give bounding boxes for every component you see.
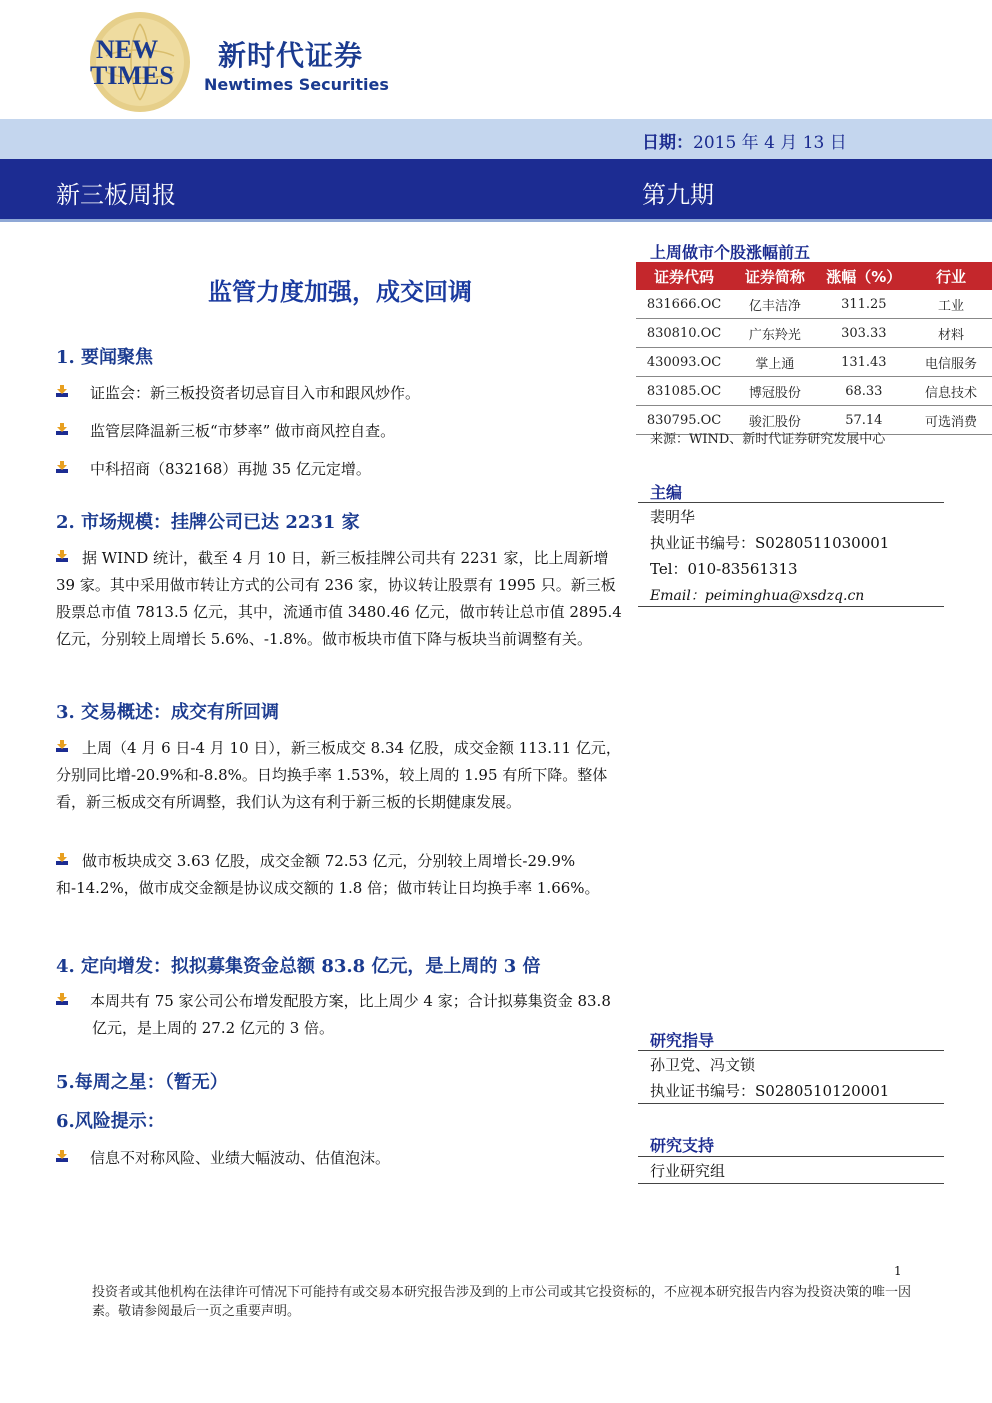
table-row	[636, 290, 992, 319]
column-header: 证券简称	[732, 262, 817, 290]
arrow-bullet-icon	[56, 993, 68, 1007]
gain-percent: 303.33	[818, 319, 911, 348]
news-item	[56, 456, 371, 483]
trade-paragraph-2	[56, 848, 626, 902]
editor-cert: 执业证书编号：S0280511030001	[650, 534, 890, 552]
news-item-text: 中科招商（832168）再抛 35 亿元定增。	[90, 460, 371, 478]
divider	[638, 606, 944, 607]
stock-name: 掌上通	[732, 348, 817, 377]
report-date	[642, 128, 847, 153]
industry: 可选消费	[910, 406, 992, 435]
support-name: 行业研究组	[650, 1162, 726, 1180]
gain-percent: 57.14	[818, 406, 911, 435]
column-header: 涨幅（%）	[818, 262, 911, 290]
date-value: 2015 年 4 月 13 日	[693, 133, 847, 153]
disclaimer: 投资者或其他机构在法律许可情况下可能持有或交易本研究报告涉及到的上市公司或其它投资标的，不应视本研究报告内容为投资决策的唯一因素。敬请参阅最后一页之重要声明。	[92, 1285, 912, 1319]
guide-cert: 执业证书编号：S0280510120001	[650, 1082, 890, 1100]
divider	[638, 502, 944, 503]
industry: 信息技术	[910, 377, 992, 406]
report-name: 新三板周报	[56, 181, 176, 209]
stock-name: 广东羚光	[732, 319, 817, 348]
divider	[638, 1103, 944, 1104]
section-heading-trading: 3. 交易概述：成交有所回调	[56, 702, 280, 723]
arrow-bullet-icon	[56, 550, 68, 564]
guide-heading: 研究指导	[650, 1031, 715, 1050]
date-label: 日期：	[642, 133, 693, 153]
stock-name: 骏汇股份	[732, 406, 817, 435]
top-gainers-table	[636, 262, 992, 435]
stock-code: 830795.OC	[636, 406, 732, 435]
table-row	[636, 319, 992, 348]
stock-code: 831085.OC	[636, 377, 732, 406]
trade-paragraph-1	[56, 735, 626, 816]
table-row	[636, 348, 992, 377]
brand-name-cn: 新时代证券	[218, 39, 364, 72]
industry: 材料	[910, 319, 992, 348]
placement-paragraph-text: 本周共有 75 家公司公布增发配股方案，比上周少 4 家；合计拟募集资金 83.8 亿元，是上周的 27.2 亿元的 3 倍。	[90, 992, 611, 1037]
arrow-bullet-icon	[56, 385, 68, 399]
gain-percent: 311.25	[818, 290, 911, 319]
stock-code: 430093.OC	[636, 348, 732, 377]
column-header: 行业	[910, 262, 992, 290]
scale-paragraph	[56, 545, 626, 653]
editor-name: 裴明华	[650, 508, 696, 526]
news-item	[56, 418, 395, 445]
logo-text-new: NEW	[96, 35, 159, 64]
stock-code: 830810.OC	[636, 319, 732, 348]
trade-paragraph-1-text: 上周（4 月 6 日-4 月 10 日），新三板成交 8.34 亿股，成交金额 113.11 亿元，分别同比增-20.9%和-8.8%。日均换手率 1.53%，较上周的 1.95 有所下降。整体看，新三板成交有所调整，我们认为这有利于新三板的长期健康发展。	[56, 739, 621, 811]
guide-names: 孙卫党、冯文锁	[650, 1056, 756, 1074]
title-band-underline	[0, 219, 992, 222]
issue-number: 第九期	[642, 181, 714, 209]
risk-item	[56, 1145, 390, 1172]
support-heading: 研究支持	[650, 1136, 715, 1155]
arrow-bullet-icon	[56, 423, 68, 437]
main-title: 监管力度加强，成交回调	[208, 277, 472, 306]
stock-name: 亿丰洁净	[732, 290, 817, 319]
industry: 工业	[910, 290, 992, 319]
divider	[638, 1156, 944, 1157]
editor-tel: Tel：010-83561313	[650, 560, 798, 578]
trade-paragraph-2-text: 做市板块成交 3.63 亿股，成交金额 72.53 亿元，分别较上周增长-29.9%和-14.2%，做市成交金额是协议成交额的 1.8 倍；做市转让日均换手率 1.66%。	[56, 852, 600, 897]
news-item-text: 监管层降温新三板“市梦率” 做市商风控自查。	[90, 422, 396, 440]
stock-name: 博冠股份	[732, 377, 817, 406]
news-item	[56, 380, 420, 407]
column-header: 证券代码	[636, 262, 732, 290]
arrow-bullet-icon	[56, 740, 68, 754]
newtimes-logo	[88, 10, 192, 114]
industry: 电信服务	[910, 348, 992, 377]
table-source: 来源：WIND、新时代证券研究发展中心	[650, 432, 886, 447]
risk-item-text: 信息不对称风险、业绩大幅波动、估值泡沫。	[90, 1149, 391, 1167]
news-item-text: 证监会：新三板投资者切忌盲目入市和跟风炒作。	[90, 384, 421, 402]
section-heading-scale: 2. 市场规模：挂牌公司已达 2231 家	[56, 512, 360, 533]
editor-email: Email：peiminghua@xsdzq.cn	[650, 588, 865, 604]
section-heading-placement: 4. 定向增发：拟拟募集资金总额 83.8 亿元，是上周的 3 倍	[56, 956, 541, 977]
logo-text-times: TIMES	[90, 61, 174, 90]
placement-paragraph	[56, 988, 628, 1042]
brand-name-en: Newtimes Securities	[204, 75, 389, 94]
arrow-bullet-icon	[56, 1150, 68, 1164]
section-heading-news: 1. 要闻聚焦	[56, 347, 154, 368]
editor-heading: 主编	[650, 483, 683, 502]
table-row	[636, 377, 992, 406]
gain-percent: 68.33	[818, 377, 911, 406]
top-gainers-title: 上周做市个股涨幅前五	[650, 243, 811, 262]
table-header-row	[636, 262, 992, 290]
arrow-bullet-icon	[56, 461, 68, 475]
stock-code: 831666.OC	[636, 290, 732, 319]
arrow-bullet-icon	[56, 853, 68, 867]
divider	[638, 1183, 944, 1184]
page-number: 1	[894, 1264, 902, 1278]
section-heading-star: 5.每周之星：（暂无）	[56, 1072, 228, 1093]
gain-percent: 131.43	[818, 348, 911, 377]
section-heading-risk: 6.风险提示：	[56, 1111, 165, 1132]
scale-paragraph-text: 据 WIND 统计，截至 4 月 10 日，新三板挂牌公司共有 2231 家，比上周新增 39 家。其中采用做市转让方式的公司有 236 家，协议转让股票有 1995 只。新三板股票总市值 7813.5 亿元，其中，流通市值 3480.46 亿元，做市转让总市值 2895.4 亿元，分别较上周增长 5.6%、-1.8%。做市板块市值下降与板块当前调整有关。	[56, 549, 622, 648]
divider	[638, 1050, 944, 1051]
